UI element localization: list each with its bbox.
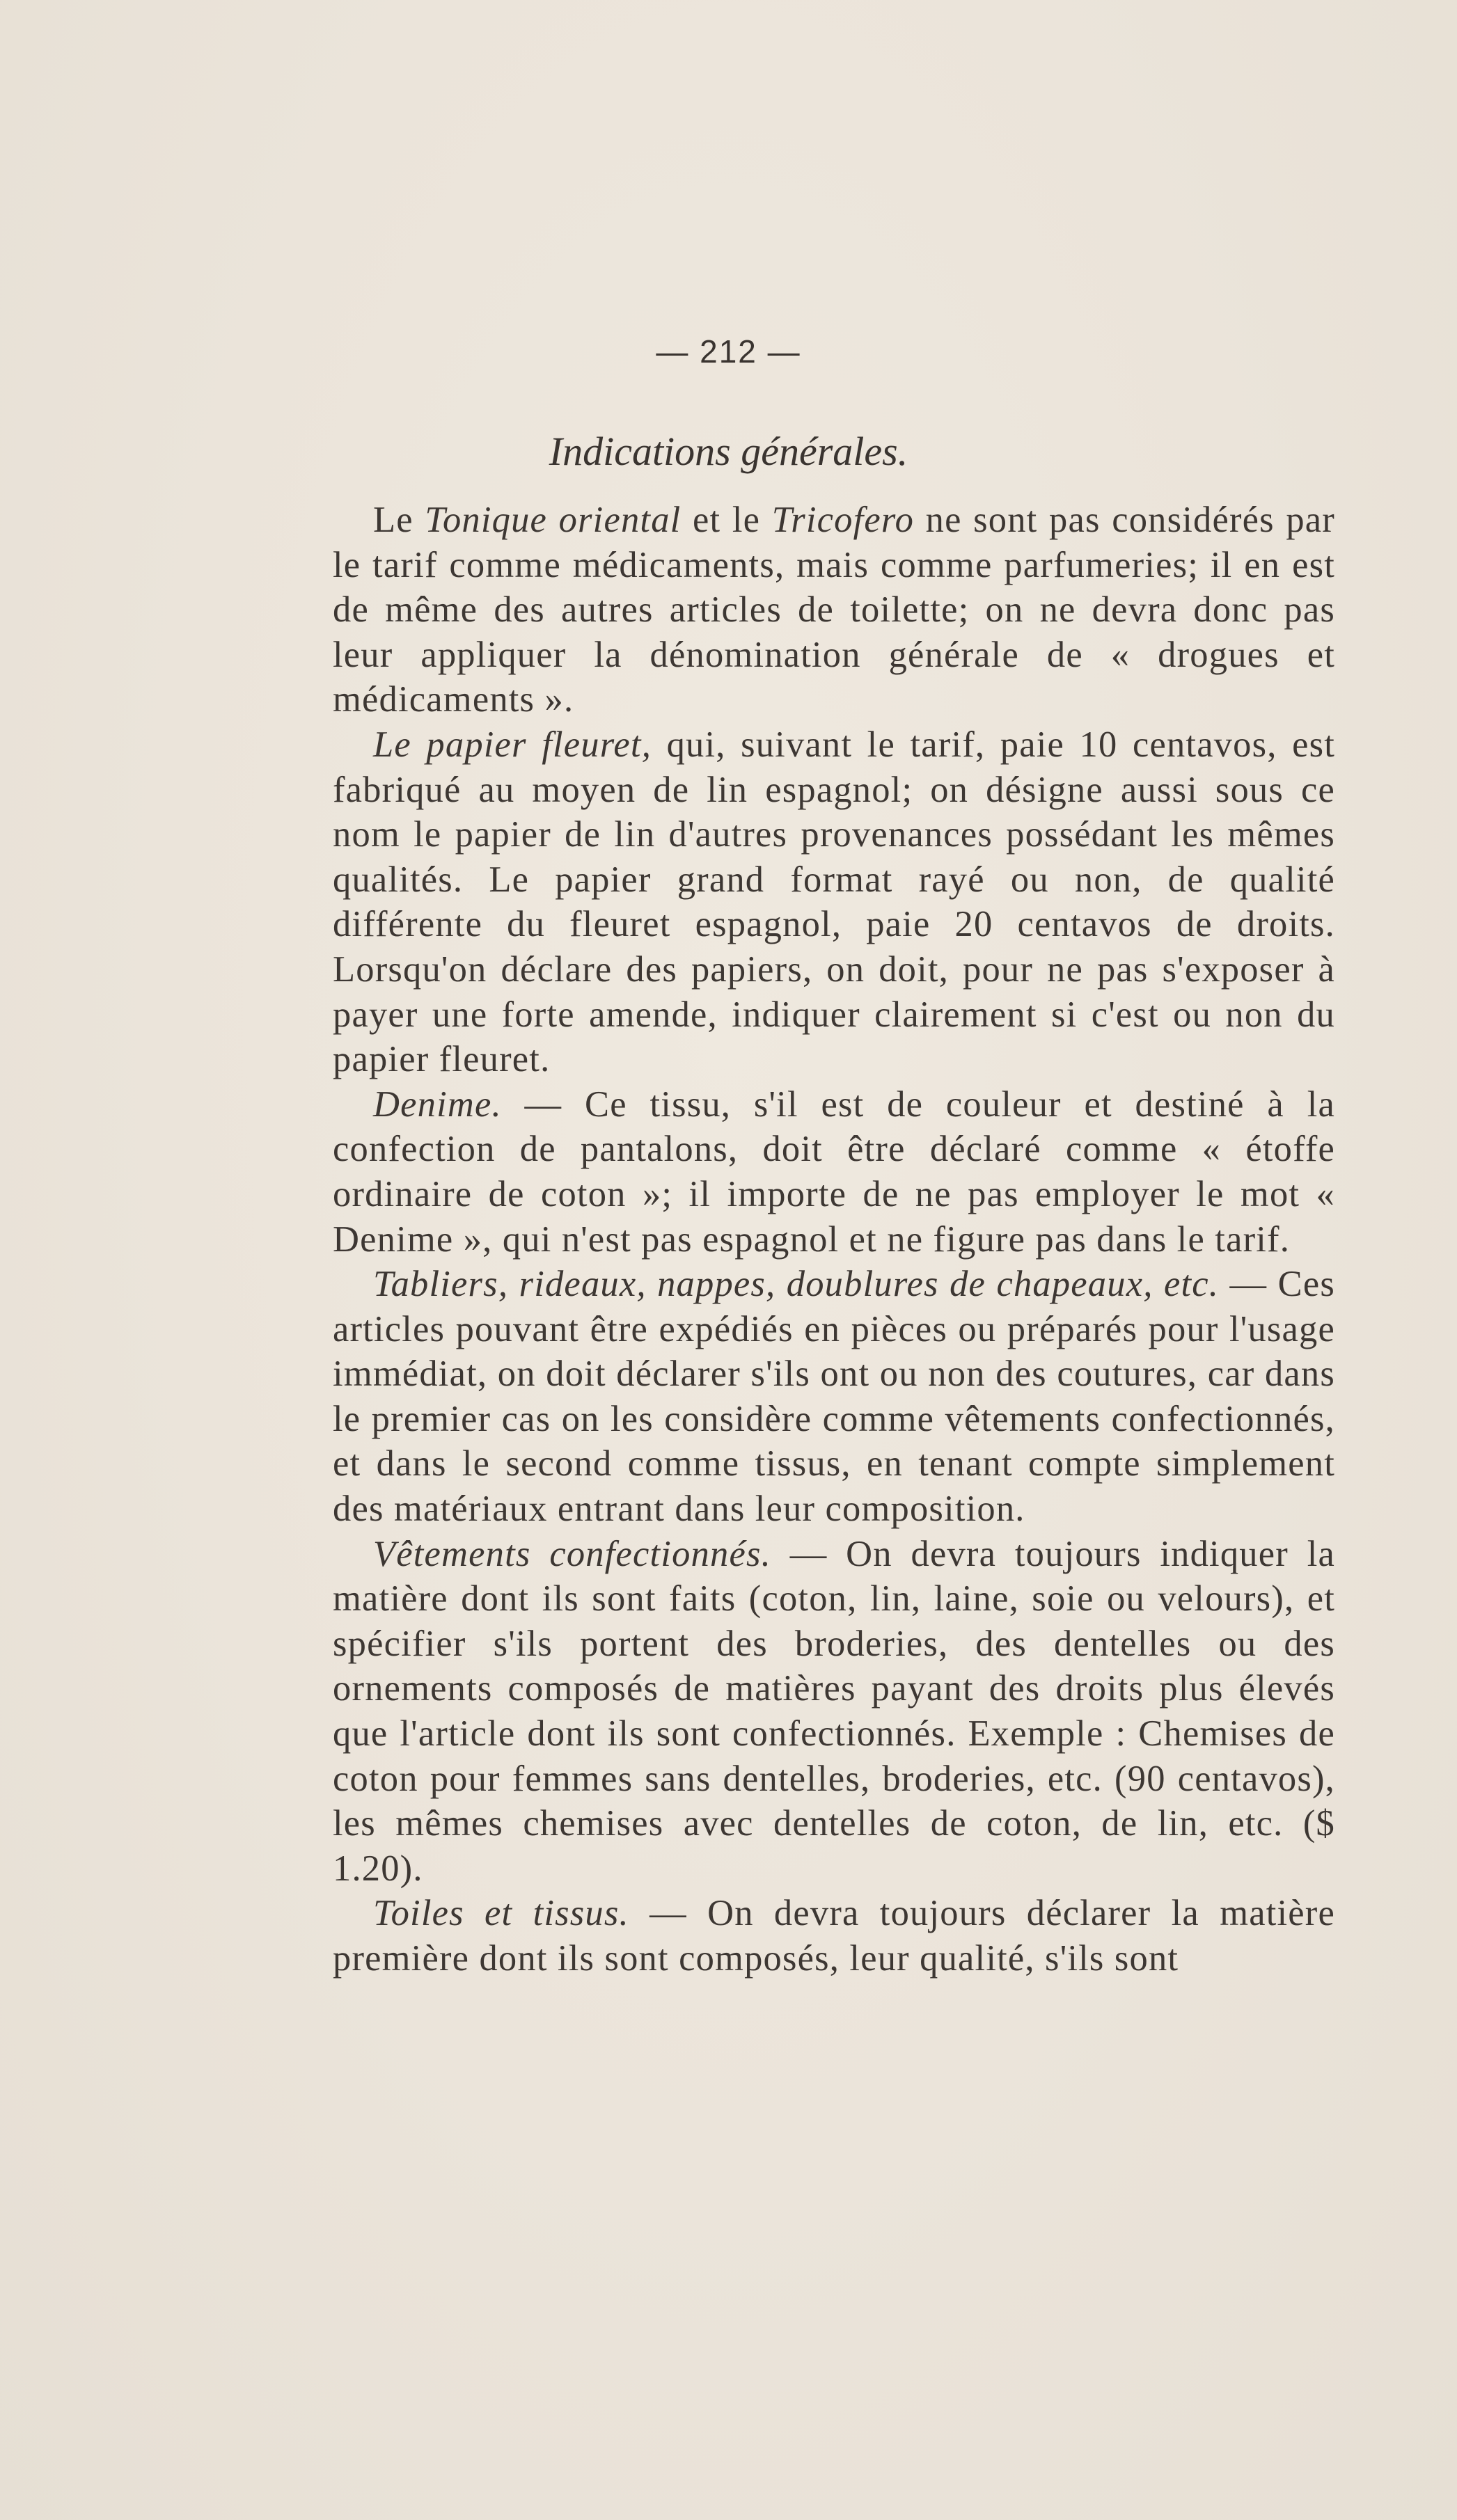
- paragraph-vetements: [333, 1532, 1335, 1892]
- paragraph-tabliers: [333, 1262, 1335, 1532]
- body-text: [333, 498, 1335, 1981]
- text-run: ne sont pas considérés par le tarif comme médicaments, mais comme parfumeries; il en est de même des autres articles de toilette; on ne devra donc pas leur appliquer la dénomination générale de « drogues et médicaments ».: [333, 500, 1335, 720]
- paragraph-papier-fleuret: [333, 722, 1335, 1082]
- italic-term: Tonique oriental: [425, 500, 682, 540]
- text-run: — Ces articles pouvant être expédiés en pièces ou préparés pour l'usage immédiat, on doit déclarer s'ils ont ou non des coutures, car dans le premier cas on les considère comme vêtements confectionnés, et dans le second comme tissus, en tenant compte simplement des matériaux entrant dans leur composition.: [333, 1264, 1335, 1530]
- text-run: — On devra toujours déclarer la matière première dont ils sont composés, leur qualité, s'ils sont: [333, 1893, 1335, 1979]
- paragraph-toiles: [333, 1891, 1335, 1981]
- italic-term: Denime.: [373, 1084, 502, 1125]
- italic-term: Tabliers, rideaux, nappes, doublures de chapeaux, etc.: [373, 1264, 1220, 1305]
- text-run: — Ce tissu, s'il est de couleur et destiné à la confection de pantalons, doit être déclaré comme « étoffe ordinaire de coton »; il importe de ne pas employer le mot « Denime », qui n'est pas espagnol et ne figure pas dans le tarif.: [333, 1084, 1335, 1260]
- text-run: — On devra toujours indiquer la matière dont ils sont faits (coton, lin, laine, soie ou velours), et spécifier s'ils portent des broderies, des dentelles ou des ornements composés de matières payant des droits plus élevés que l'article dont ils sont confectionnés. Exemple : Chemises de coton pour femmes sans dentelles, broderies, etc. (90 centavos), les mêmes chemises avec dentelles de coton, de lin, etc. ($ 1.20).: [333, 1533, 1335, 1889]
- paragraph-tonique: [333, 498, 1335, 722]
- text-run: et le: [681, 500, 772, 540]
- italic-term: Tricofero: [771, 500, 915, 540]
- italic-term: Toiles et tissus.: [373, 1893, 629, 1934]
- paragraph-denime: [333, 1082, 1335, 1262]
- text-run: qui, suivant le tarif, paie 10 centavos, est fabriqué au moyen de lin espagnol; on désigne aussi sous ce nom le papier de lin d'autres provenances possédant les mêmes qualités. Le papier grand format rayé ou non, de qualité différente du fleuret espagnol, paie 20 centavos de droits. Lorsqu'on déclare des papiers, on doit, pour ne pas s'exposer à payer une forte amende, indiquer clairement si c'est ou non du papier fleuret.: [333, 724, 1335, 1080]
- text-run: Le: [373, 500, 425, 540]
- italic-term: Le papier fleuret,: [373, 724, 652, 765]
- section-heading: Indications générales.: [549, 429, 908, 474]
- page-number: — 212 —: [656, 333, 801, 370]
- italic-term: Vêtements confectionnés.: [373, 1533, 771, 1574]
